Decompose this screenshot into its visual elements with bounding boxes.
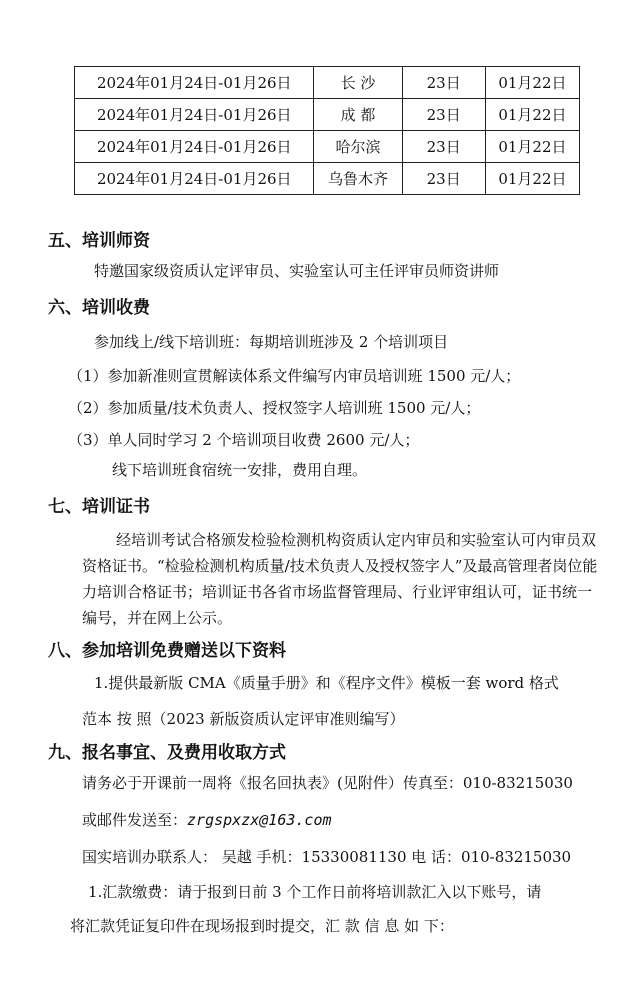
table-row xyxy=(75,67,580,99)
email-address: zrgspxzx@163.com xyxy=(187,811,332,829)
deadline-cell: 01月22日 xyxy=(485,99,579,131)
section-heading-fees: 六、培训收费 xyxy=(48,298,150,318)
materials-line-1: 1.提供最新版 CMA《质量手册》和《程序文件》模板一套 word 格式 xyxy=(94,674,559,692)
email-prefix: 或邮件发送至： xyxy=(82,811,188,829)
certificate-text: 经培训考试合格颁发检验检测机构资质认定内审员和实验室认可内审员双资格证书。“检验检测机构质量/技术负责人及授权签字人”及最高管理者岗位能力培训合格证书；培训证书各省市场监督管理局、行业评审组认可，证书统一编号，并在网上公示。 xyxy=(82,531,598,627)
schedule-table xyxy=(74,66,580,195)
fees-item-3: （3）单人同时学习 2 个培训项目收费 2600 元/人； xyxy=(68,431,420,449)
table-row xyxy=(75,163,580,195)
city-cell: 哈尔滨 xyxy=(314,131,402,163)
registration-fax-line: 请务必于开课前一周将《报名回执表》(见附件）传真至：010-83215030 xyxy=(82,774,573,792)
deadline-cell: 01月22日 xyxy=(485,163,579,195)
fees-intro: 参加线上/线下培训班：每期培训班涉及 2 个培训项目 xyxy=(94,333,449,351)
section-heading-faculty: 五、培训师资 xyxy=(48,231,150,251)
section-heading-materials: 八、参加培训免费赠送以下资料 xyxy=(48,641,286,661)
date-cell: 2024年01月24日-01月26日 xyxy=(75,99,314,131)
table-row xyxy=(75,131,580,163)
city-cell: 长 沙 xyxy=(314,67,402,99)
deadline-cell: 01月22日 xyxy=(485,67,579,99)
payment-line-1: 1.汇款缴费：请于报到日前 3 个工作日前将培训款汇入以下账号，请 xyxy=(88,883,542,901)
report-cell: 23日 xyxy=(402,131,485,163)
table-row xyxy=(75,99,580,131)
city-cell: 成 都 xyxy=(314,99,402,131)
city-cell: 乌鲁木齐 xyxy=(314,163,402,195)
payment-line-2: 将汇款凭证复印件在现场报到时提交，汇 款 信 息 如 下： xyxy=(70,917,454,935)
report-cell: 23日 xyxy=(402,99,485,131)
section-heading-registration: 九、报名事宜、及费用收取方式 xyxy=(48,743,286,763)
fees-item-2: （2）参加质量/技术负责人、授权签字人培训班 1500 元/人； xyxy=(68,399,481,417)
report-cell: 23日 xyxy=(402,163,485,195)
date-cell: 2024年01月24日-01月26日 xyxy=(75,67,314,99)
date-cell: 2024年01月24日-01月26日 xyxy=(75,163,314,195)
fees-item-1: （1）参加新准则宣贯解读体系文件编写内审员培训班 1500 元/人； xyxy=(68,367,521,385)
report-cell: 23日 xyxy=(402,67,485,99)
section-heading-certificate: 七、培训证书 xyxy=(48,497,150,517)
contact-line: 国实培训办联系人： 吴越 手机：15330081130 电 话：010-83215030 xyxy=(82,848,572,866)
deadline-cell: 01月22日 xyxy=(485,131,579,163)
faculty-text: 特邀国家级资质认定评审员、实验室认可主任评审员师资讲师 xyxy=(94,262,500,280)
materials-line-2: 范本 按 照（2023 新版资质认定评审准则编写） xyxy=(82,710,405,728)
date-cell: 2024年01月24日-01月26日 xyxy=(75,131,314,163)
fees-note: 线下培训班食宿统一安排，费用自理。 xyxy=(112,461,368,479)
registration-email-line xyxy=(82,809,332,830)
